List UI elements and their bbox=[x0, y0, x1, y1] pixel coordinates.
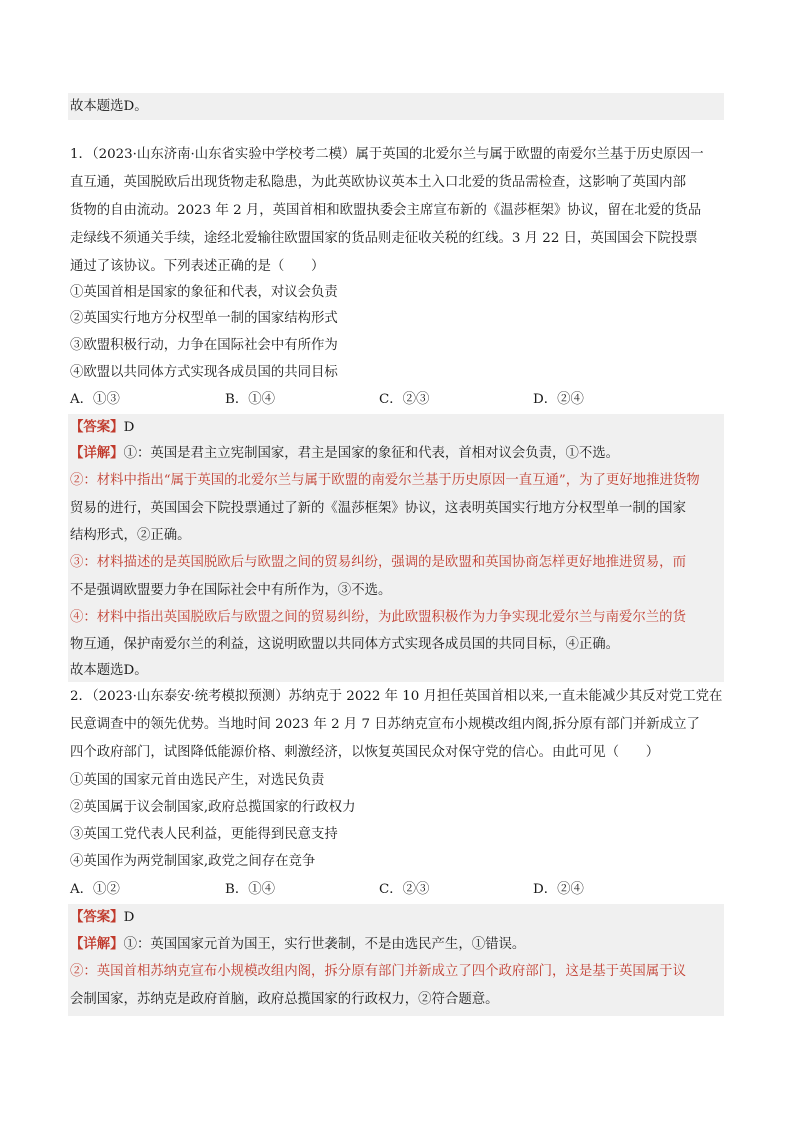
q1-detail-1 bbox=[70, 443, 619, 464]
q1-detail-2-line-2: 贸易的进行，英国国会下院投票通过了新的《温莎框架》协议，这表明英国实行地方分权型单一制的国家 bbox=[70, 501, 686, 516]
q2-stem-line-1: 2．（2023·山东泰安·统考模拟预测）苏纳克于 2022 年 10 月担任英国首相以来,一直未能减少其反对党工党在 bbox=[70, 689, 723, 704]
answer-shade-top bbox=[68, 93, 724, 120]
q2-option-d: D．②④ bbox=[533, 882, 584, 897]
q2-detail-first: ①：英国国家元首为国王，实行世袭制，不是由选民产生，①错误。 bbox=[123, 937, 526, 952]
q1-detail-3-line-2: 不是强调欧盟要力争在国际社会中有所作为，③不选。 bbox=[70, 583, 392, 598]
q2-detail-2-line-1: ②：英国首相苏纳克宣布小规模改组内阁，拆分原有部门并新成立了四个政府部门，这是基于英国属于议 bbox=[70, 964, 686, 979]
q2-statement-3: ③英国工党代表人民利益，更能得到民意支持 bbox=[70, 827, 338, 842]
q1-statement-2: ②英国实行地方分权型单一制的国家结构形式 bbox=[70, 311, 338, 326]
q1-option-a: A．①③ bbox=[70, 392, 120, 407]
q1-answer-label: 【答案】 bbox=[70, 419, 124, 435]
q1-stem-line-3: 货物的自由流动。2023 年 2 月，英国首相和欧盟执委会主席宣布新的《温莎框架》协议，留在北爱的货品 bbox=[70, 203, 702, 218]
q1-detail-3-line-1: ③：材料描述的是英国脱欧后与欧盟之间的贸易纠纷，强调的是欧盟和英国协商怎样更好地推进贸易，而 bbox=[70, 555, 686, 570]
q1-answer bbox=[70, 417, 134, 438]
q1-option-d: D．②④ bbox=[533, 392, 584, 407]
q1-stem-line-5: 通过了该协议。下列表述正确的是（ ） bbox=[70, 259, 325, 274]
q1-detail-2-line-3: 结构形式，②正确。 bbox=[70, 528, 191, 543]
q1-answer-value: D bbox=[123, 420, 135, 435]
q2-detail-label: 【详解】 bbox=[70, 936, 124, 952]
q1-conclusion: 故本题选D。 bbox=[70, 663, 148, 678]
q2-answer-value: D bbox=[123, 910, 135, 925]
q1-detail-4-line-1: ④：材料中指出英国脱欧后与欧盟之间的贸易纠纷，为此欧盟积极作为力争实现北爱尔兰与南爱尔兰的货 bbox=[70, 610, 686, 625]
q2-option-b: B．①④ bbox=[225, 882, 276, 897]
q2-statement-1: ①英国的国家元首由选民产生，对选民负责 bbox=[70, 773, 325, 788]
q1-stem-line-2: 直互通，英国脱欧后出现货物走私隐患，为此英欧协议英本土入口北爱的货品需检查，这影响了英国内部 bbox=[70, 175, 686, 190]
q2-detail-2-line-2: 会制国家，苏纳克是政府首脑，政府总揽国家的行政权力，②符合题意。 bbox=[70, 992, 499, 1007]
top-conclusion: 故本题选D。 bbox=[70, 99, 148, 114]
q2-option-a: A．①② bbox=[70, 882, 120, 897]
q2-statement-4: ④英国作为两党制国家,政党之间存在竞争 bbox=[70, 854, 316, 869]
q1-stem-line-4: 走绿线不须通关手续，途经北爱输往欧盟国家的货品则走征收关税的红线。3 月 22 日，英国国会下院投票 bbox=[70, 231, 698, 246]
q1-option-b: B．①④ bbox=[225, 392, 276, 407]
q1-detail-first: ①：英国是君主立宪制国家，君主是国家的象征和代表，首相对议会负责，①不选。 bbox=[123, 446, 620, 461]
q2-statement-2: ②英国属于议会制国家,政府总揽国家的行政权力 bbox=[70, 800, 356, 815]
q2-detail-1 bbox=[70, 934, 525, 955]
q1-option-c: C．②③ bbox=[379, 392, 430, 407]
q1-statement-1: ①英国首相是国家的象征和代表，对议会负责 bbox=[70, 285, 338, 300]
q1-statement-4: ④欧盟以共同体方式实现各成员国的共同目标 bbox=[70, 365, 338, 380]
q2-stem-line-2: 民意调查中的领先优势。当地时间 2023 年 2 月 7 日苏纳克宣布小规模改组内阁,拆分原有部门并新成立了 bbox=[70, 717, 700, 732]
q1-stem-line-1: 1．（2023·山东济南·山东省实验中学校考二模）属于英国的北爱尔兰与属于欧盟的南爱尔兰基于历史原因一 bbox=[70, 147, 704, 162]
q1-detail-label: 【详解】 bbox=[70, 445, 124, 461]
q1-detail-2-line-1: ②：材料中指出“属于英国的北爱尔兰与属于欧盟的南爱尔兰基于历史原因一直互通”，为了更好地推进货物 bbox=[70, 473, 700, 488]
q1-statement-3: ③欧盟积极行动，力争在国际社会中有所作为 bbox=[70, 338, 338, 353]
q1-detail-4-line-2: 物互通，保护南爱尔兰的利益，这说明欧盟以共同体方式实现各成员国的共同目标，④正确。 bbox=[70, 637, 620, 652]
q2-stem-line-3: 四个政府部门，试图降低能源价格、刺激经济，以恢复英国民众对保守党的信心。由此可见（ ） bbox=[70, 745, 660, 760]
q2-option-c: C．②③ bbox=[379, 882, 430, 897]
q2-answer bbox=[70, 907, 134, 928]
q2-answer-label: 【答案】 bbox=[70, 909, 124, 925]
